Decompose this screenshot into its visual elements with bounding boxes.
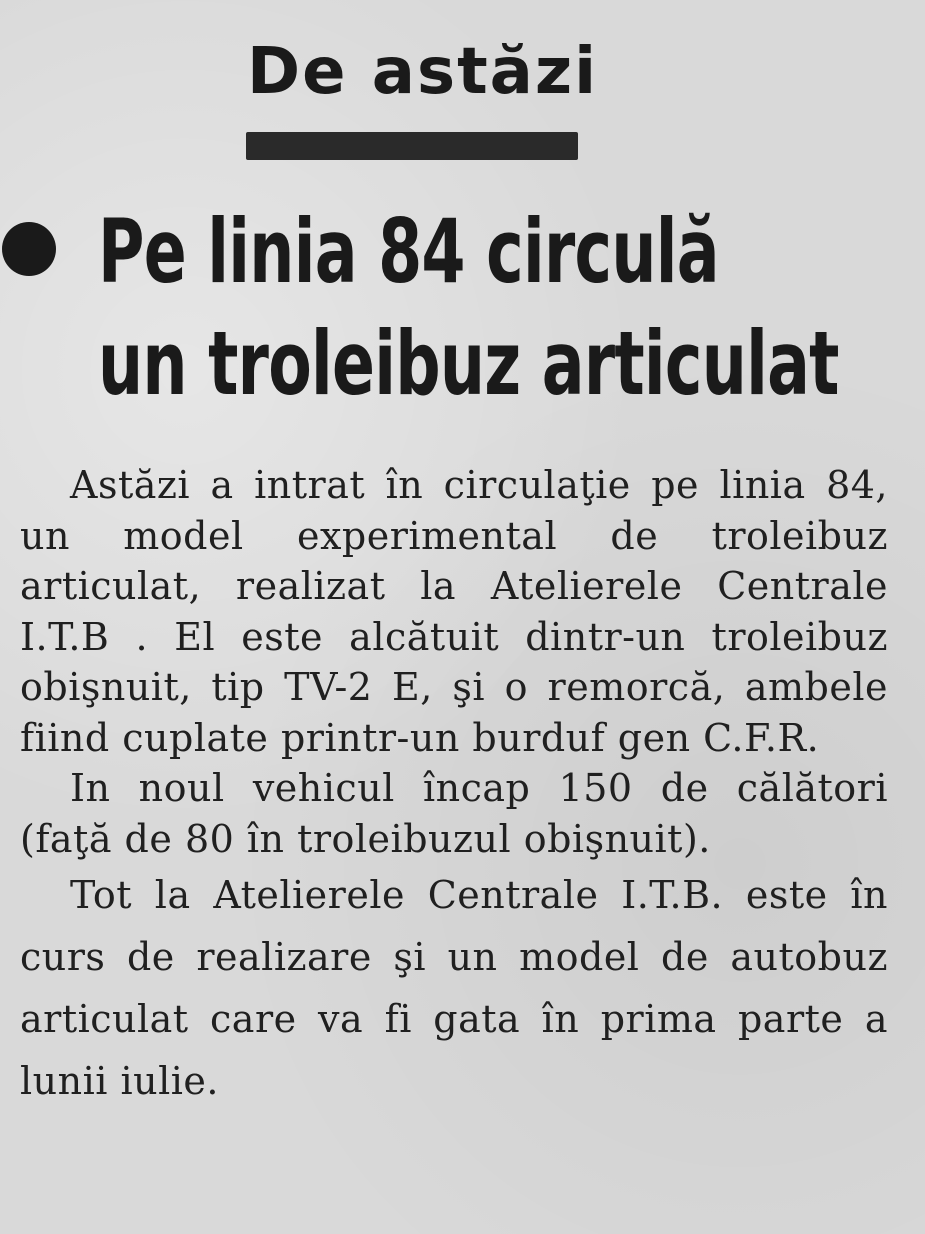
headline-line-1: Pe linia 84 circulă: [98, 200, 719, 303]
headline: [98, 196, 839, 420]
bullet-dot-icon: [2, 222, 56, 276]
article-body: [20, 460, 888, 1112]
paragraph-3: Tot la Atelierele Centrale I.T.B. este în curs de realizare şi un model de autobuz articulat care va fi gata în prima parte a lunii iulie.: [20, 873, 888, 1103]
paragraph-2: In noul vehicul încap 150 de călători (faţă de 80 în troleibuzul obişnuit).: [20, 766, 888, 861]
kicker-rule: [246, 132, 578, 160]
section-kicker: De astăzi: [246, 35, 599, 109]
headline-line-2: un troleibuz articulat: [98, 312, 839, 415]
paragraph-1: Astăzi a intrat în circulaţie pe linia 84, un model experimental de troleibuz articulat, realizat la Atelierele Centrale I.T.B . El este alcătuit dintr-un troleibuz obişnuit, tip TV-2 E, şi o remorcă, ambele fiind cuplate printr-un burduf gen C.F.R.: [20, 463, 888, 760]
